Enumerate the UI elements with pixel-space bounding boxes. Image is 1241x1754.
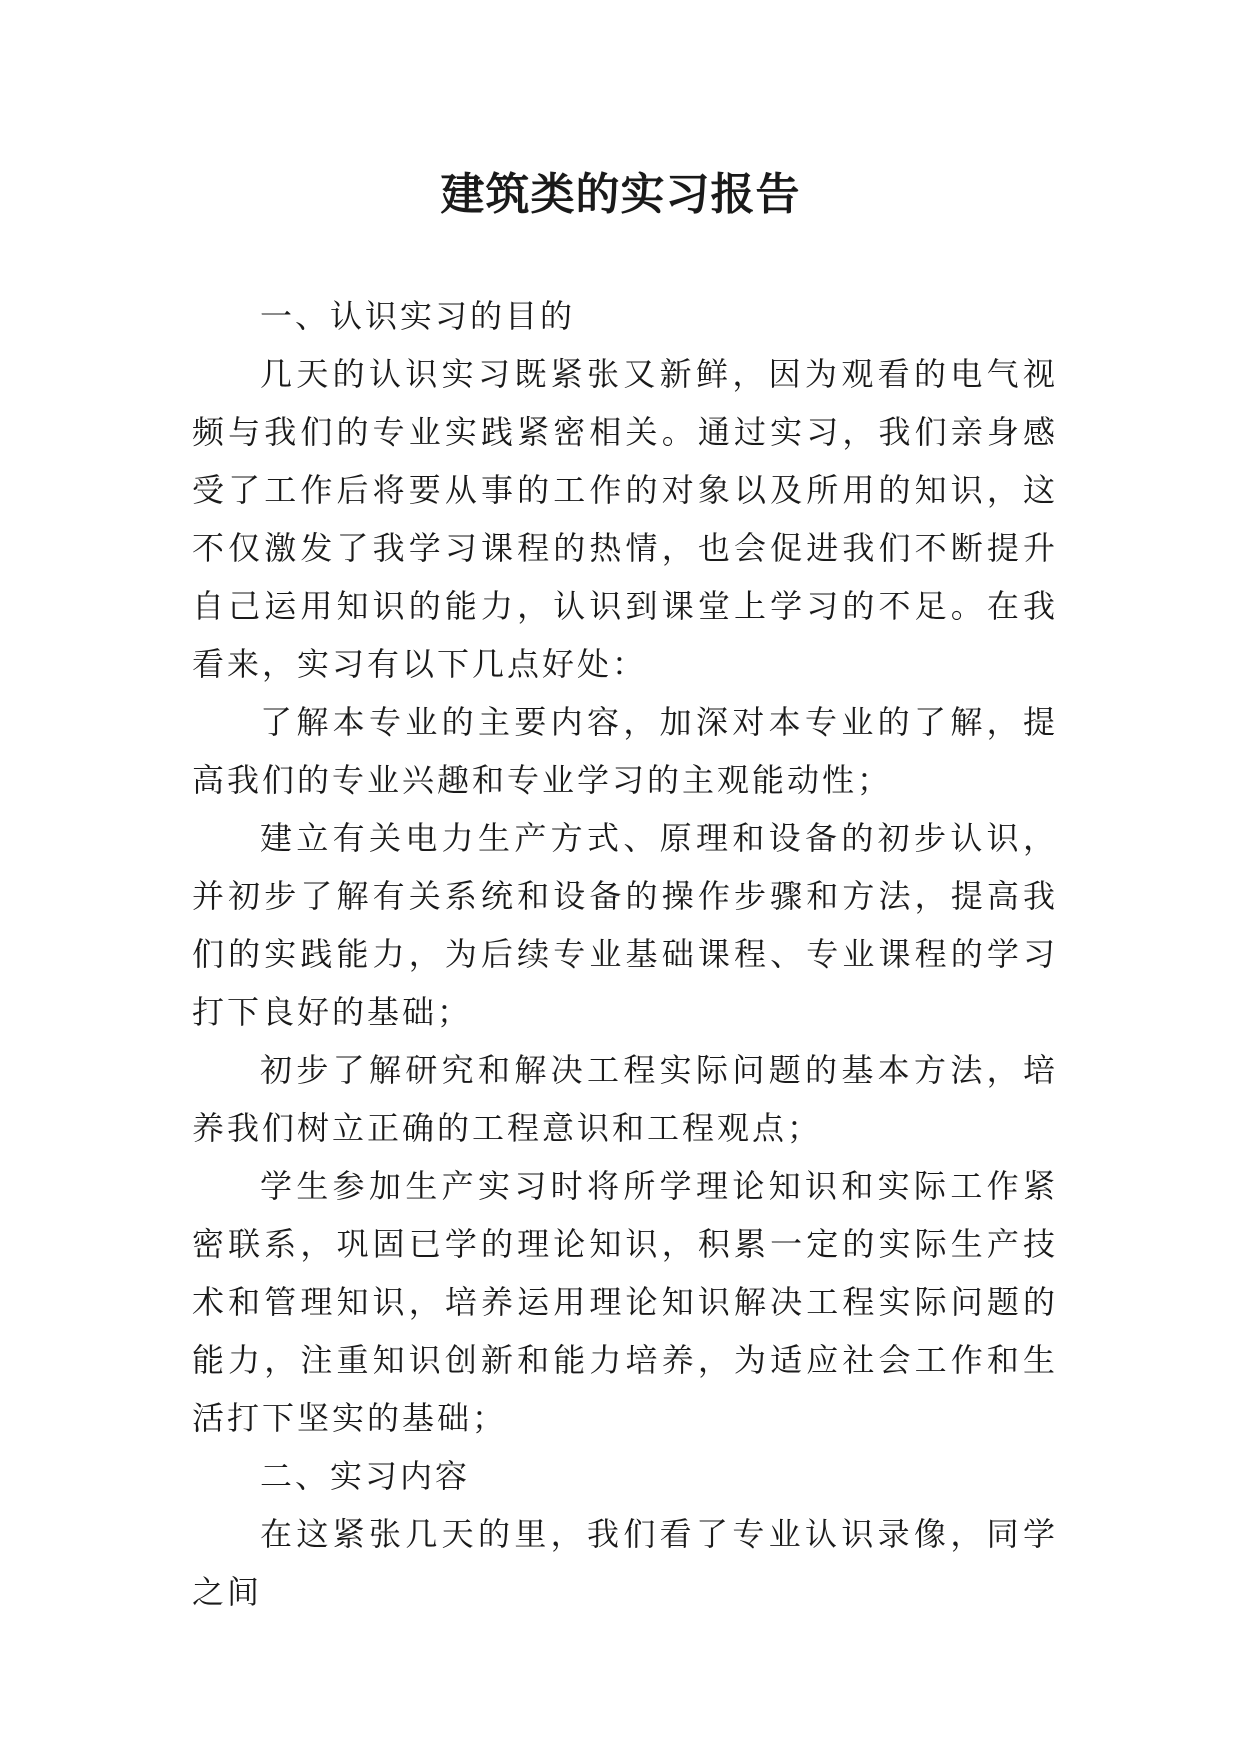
section-heading-purpose: 一、认识实习的目的 — [260, 297, 576, 335]
list-item-benefit-1: 了解本专业的主要内容，加深对本专业的了解，提高我们的专业兴趣和专业学习的主观能动性； — [192, 703, 1058, 799]
list-item-benefit-3: 初步了解研究和解决工程实际问题的基本方法，培养我们树立正确的工程意识和工程观点； — [192, 1051, 1058, 1147]
paragraph-content: 在这紧张几天的里，我们看了专业认识录像，同学之间 — [192, 1515, 1058, 1611]
document-body — [192, 287, 1058, 1621]
list-item-benefit-4: 学生参加生产实习时将所学理论知识和实际工作紧密联系，巩固已学的理论知识，积累一定的实际生产技术和管理知识，培养运用理论知识解决工程实际问题的能力，注重知识创新和能力培养，为适应社会工作和生活打下坚实的基础； — [192, 1167, 1058, 1437]
paragraph-intro: 几天的认识实习既紧张又新鲜，因为观看的电气视频与我们的专业实践紧密相关。通过实习，我们亲身感受了工作后将要从事的工作的对象以及所用的知识，这不仅激发了我学习课程的热情，也会促进我们不断提升自己运用知识的能力，认识到课堂上学习的不足。在我看来，实习有以下几点好处： — [192, 355, 1058, 683]
list-item-benefit-2: 建立有关电力生产方式、原理和设备的初步认识，并初步了解有关系统和设备的操作步骤和方法，提高我们的实践能力，为后续专业基础课程、专业课程的学习打下良好的基础； — [192, 819, 1058, 1031]
section-heading-content: 二、实习内容 — [260, 1457, 471, 1495]
document-title: 建筑类的实习报告 — [440, 169, 801, 221]
